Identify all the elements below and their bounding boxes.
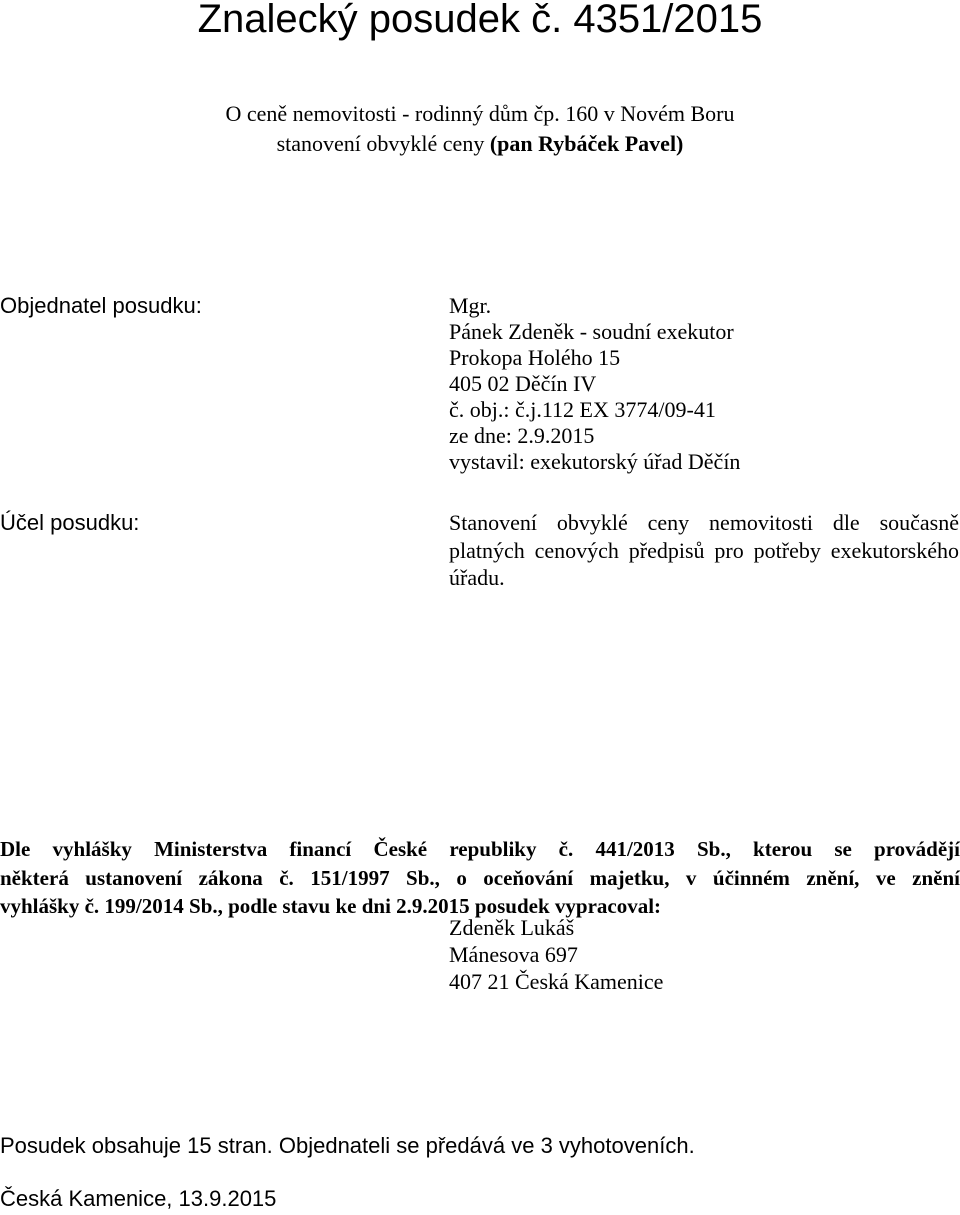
client-line: ze dne: 2.9.2015 — [449, 423, 595, 448]
client-line: vystavil: exekutorský úřad Děčín — [449, 449, 741, 474]
subtitle-line-2 — [0, 129, 960, 159]
client-line: 405 02 Děčín IV — [449, 371, 597, 396]
client-details — [449, 293, 959, 475]
client-line: Prokopa Holého 15 — [449, 345, 621, 370]
author-street: Mánesova 697 — [449, 942, 578, 967]
subtitle-line-2-bold: (pan Rybáček Pavel) — [489, 131, 684, 156]
decree-line: některá ustanovení zákona č. 151/1997 Sb., o oceňování majetku, v účinném znění, ve znění — [0, 865, 960, 890]
purpose-label: Účel posudku: — [0, 510, 140, 535]
decree-line: vyhlášky č. 199/2014 Sb., podle stavu ke dni 2.9.2015 posudek vypracoval: — [0, 894, 662, 918]
author-name: Zdeněk Lukáš — [449, 915, 575, 940]
document-subtitle — [0, 99, 960, 159]
decree-line: Dle vyhlášky Ministerstva financí České republiky č. 441/2013 Sb., kterou se provádějí — [0, 837, 960, 861]
subtitle-line-2-plain: stanovení obvyklé ceny — [276, 131, 490, 156]
client-line: Mgr. — [449, 293, 492, 318]
subtitle-line-1: O ceně nemovitosti - rodinný dům čp. 160 v Novém Boru — [225, 101, 735, 126]
author-block — [449, 914, 663, 995]
purpose-text: Stanovení obvyklé ceny nemovitosti dle současně platných cenových předpisů pro potřeby exekutorského úřadu. — [449, 510, 959, 590]
client-label: Objednatel posudku: — [0, 293, 202, 318]
document-title: Znalecký posudek č. 4351/2015 — [197, 0, 763, 41]
place-date: Česká Kamenice, 13.9.2015 — [0, 1186, 277, 1211]
client-line: Pánek Zdeněk - soudní exekutor — [449, 319, 734, 344]
client-line: č. obj.: č.j.112 EX 3774/09-41 — [449, 397, 716, 422]
pages-note: Posudek obsahuje 15 stran. Objednateli se předává ve 3 vyhotoveních. — [0, 1133, 695, 1158]
decree-paragraph — [0, 835, 960, 921]
author-city: 407 21 Česká Kamenice — [449, 969, 664, 994]
